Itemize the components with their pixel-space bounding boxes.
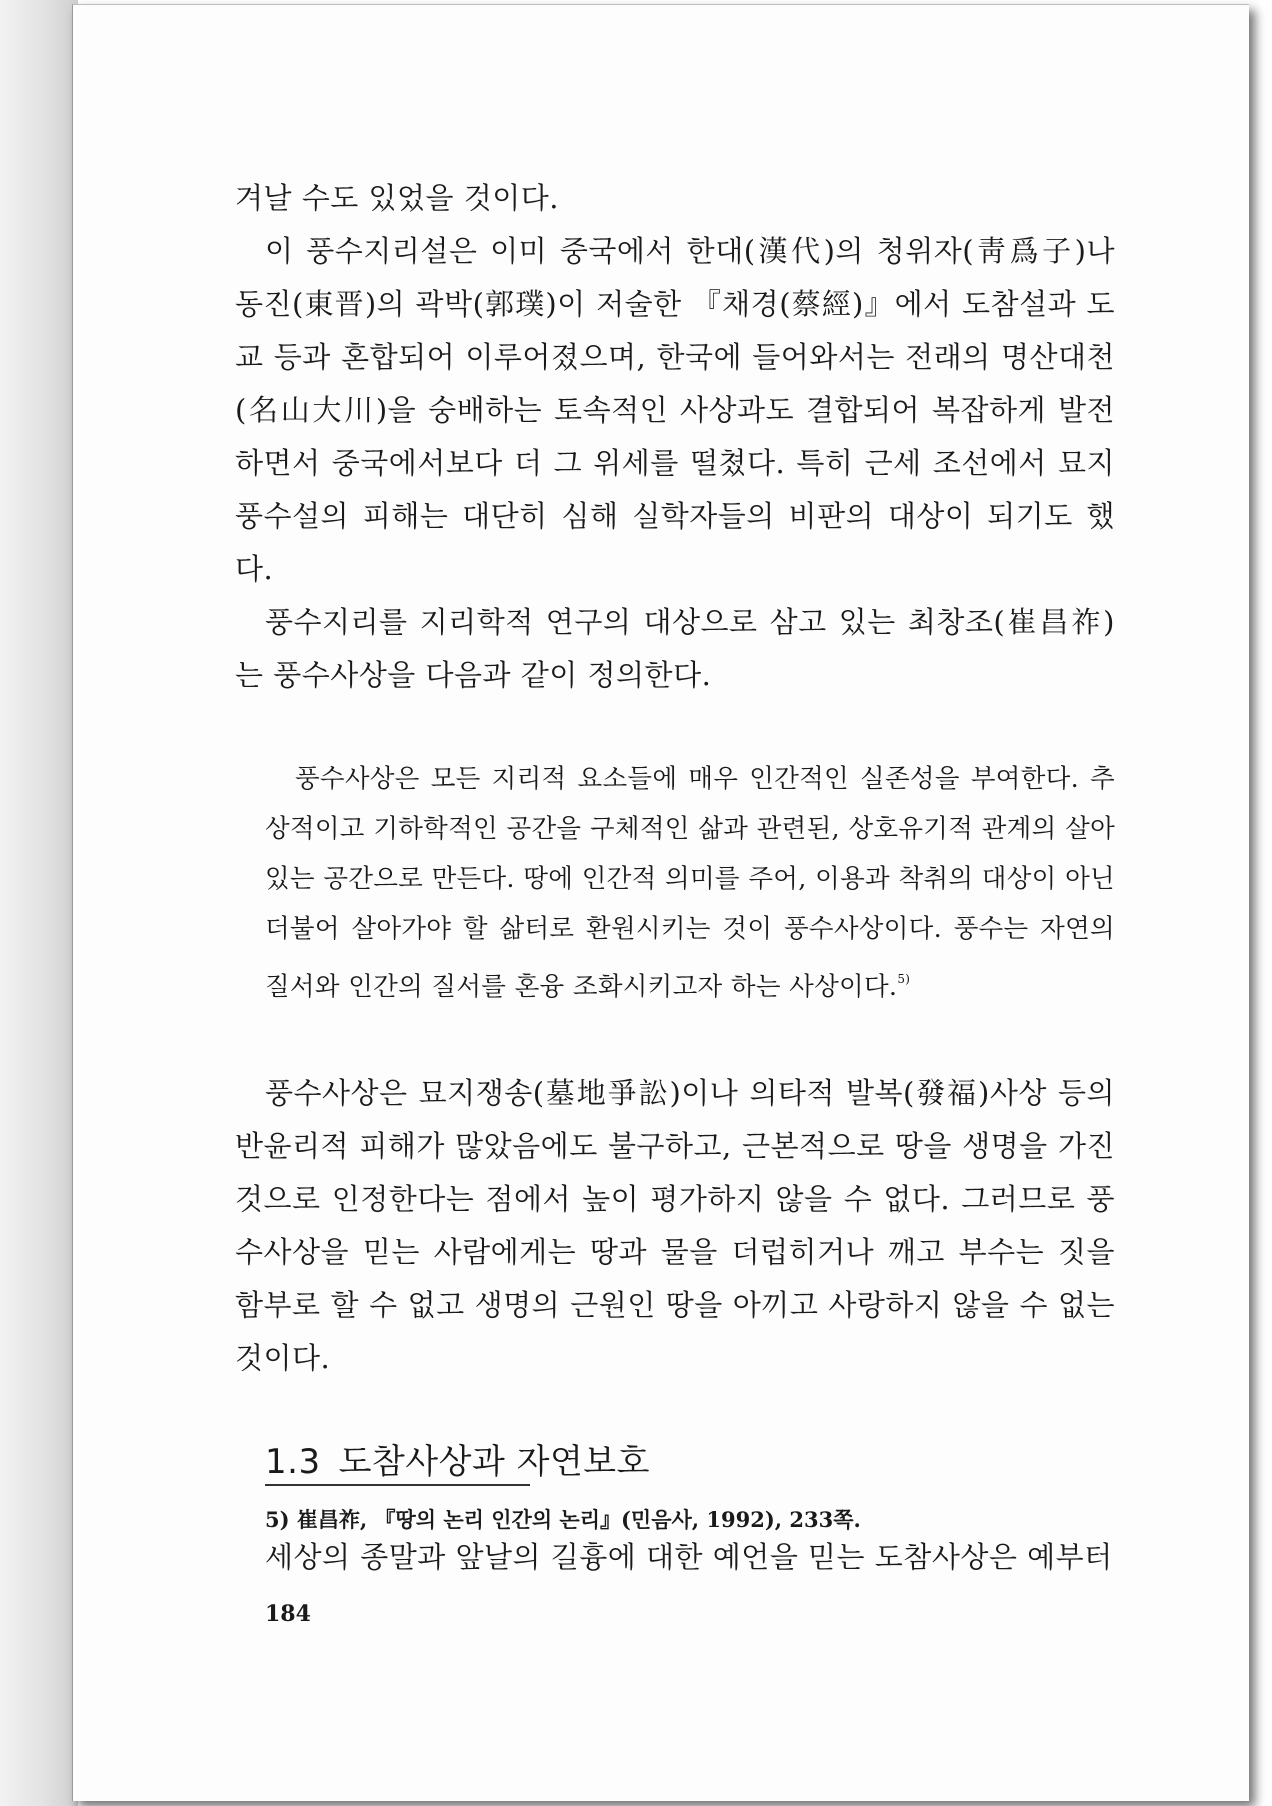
block-quote bbox=[265, 754, 1115, 1012]
page-body bbox=[235, 172, 1115, 1584]
footnote: 5) 崔昌祚, 『땅의 논리 인간의 논리』(민음사, 1992), 233쪽. bbox=[265, 1507, 861, 1532]
paragraph-choi-definition-intro: 풍수지리를 지리학적 연구의 대상으로 삼고 있는 최창조(崔昌祚)는 풍수사상을 다음과 같이 정의한다. bbox=[235, 605, 1115, 692]
paragraph-section-start: 세상의 종말과 앞날의 길흉에 대한 예언을 믿는 도참사상은 예부터 bbox=[265, 1540, 1113, 1574]
block-quote-text: 풍수사상은 모든 지리적 요소들에 매우 인간적인 실존성을 부여한다. 추상적이고 기하학적인 공간을 구체적인 삶과 관련된, 상호유기적 관계의 살아 있는 공간으로 만든다. 땅에 인간적 의미를 주어, 이용과 착취의 대상이 아닌 더불어 살아가야 할 삶터로 환원시키는 것이 풍수사상이다. 풍수는 자연의 질서와 인간의 질서를 혼융 조화시키고자 하는 사상이다. bbox=[265, 764, 1115, 1002]
page-number: 184 bbox=[265, 1601, 311, 1627]
footnote-reference[interactable]: 5) bbox=[897, 972, 911, 986]
paragraph-fengshui-evaluation: 풍수사상은 묘지쟁송(墓地爭訟)이나 의타적 발복(發福)사상 등의 반윤리적 피해가 많았음에도 불구하고, 근본적으로 땅을 생명을 가진 것으로 인정한다는 점에서 높이 평가하지 않을 수 없다. 그러므로 풍수사상을 믿는 사람에게는 땅과 물을 더럽히거나 깨고 부수는 짓을 함부로 할 수 없고 생명의 근원인 땅을 아끼고 사랑하지 않을 수 없는 것이다. bbox=[235, 1076, 1115, 1375]
section-heading bbox=[265, 1437, 1115, 1487]
paragraph-fengshui-origin: 이 풍수지리설은 이미 중국에서 한대(漢代)의 청위자(靑爲子)나 동진(東晋)의 곽박(郭璞)이 저술한 『채경(蔡經)』에서 도참설과 도교 등과 혼합되어 이루어졌으며, 한국에 들어와서는 전래의 명산대천(名山大川)을 숭배하는 토속적인 사상과도 결합되어 복잡하게 발전하면서 중국에서보다 더 그 위세를 떨쳤다. 특히 근세 조선에서 묘지풍수설의 피해는 대단히 심해 실학자들의 비판의 대상이 되기도 했다. bbox=[235, 234, 1115, 586]
book-spine-edge bbox=[0, 0, 78, 1806]
paragraph-continued: 겨날 수도 있었을 것이다. bbox=[235, 181, 560, 215]
section-number: 1.3 bbox=[265, 1442, 321, 1482]
section-title-text: 도참사상과 자연보호 bbox=[338, 1442, 650, 1482]
footnote-divider bbox=[265, 1484, 530, 1486]
